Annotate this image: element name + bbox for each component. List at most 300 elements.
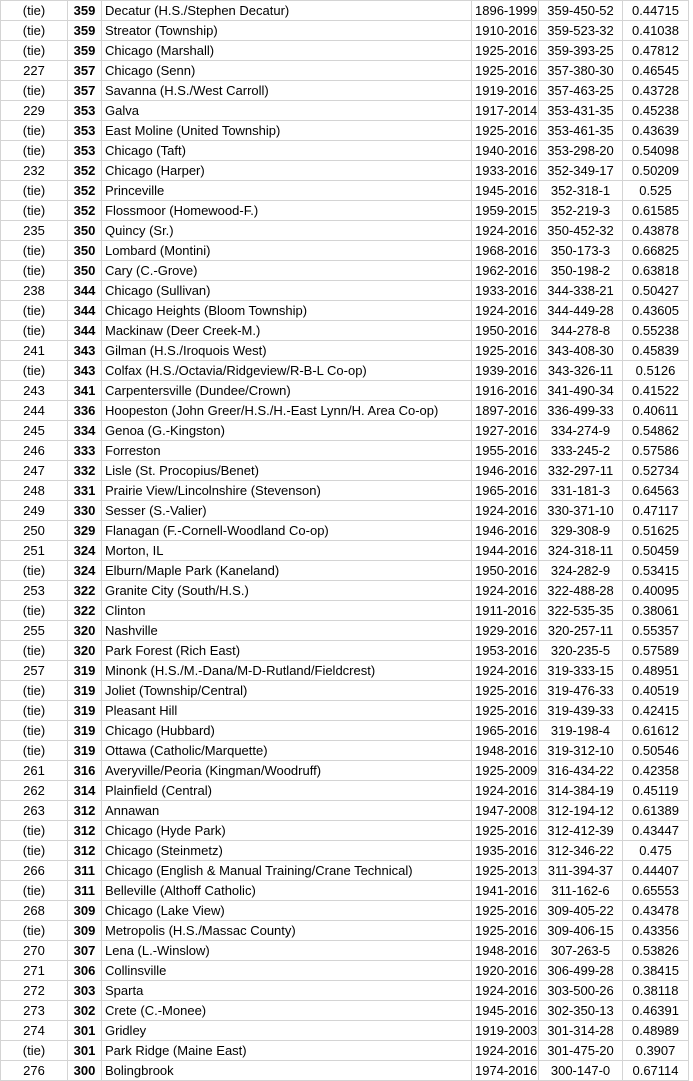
- school-cell[interactable]: Belleville (Althoff Catholic): [102, 881, 472, 901]
- school-cell[interactable]: Plainfield (Central): [102, 781, 472, 801]
- record-cell[interactable]: 300-147-0: [539, 1061, 623, 1081]
- win-pct-cell[interactable]: 0.38061: [623, 601, 689, 621]
- record-cell[interactable]: 312-412-39: [539, 821, 623, 841]
- wins-cell[interactable]: 350: [68, 241, 102, 261]
- win-pct-cell[interactable]: 0.43639: [623, 121, 689, 141]
- school-cell[interactable]: Cary (C.-Grove): [102, 261, 472, 281]
- record-cell[interactable]: 329-308-9: [539, 521, 623, 541]
- rank-cell[interactable]: (tie): [1, 201, 68, 221]
- win-pct-cell[interactable]: 0.43878: [623, 221, 689, 241]
- win-pct-cell[interactable]: 0.45238: [623, 101, 689, 121]
- record-cell[interactable]: 336-499-33: [539, 401, 623, 421]
- years-cell[interactable]: 1968-2016: [472, 241, 539, 261]
- wins-cell[interactable]: 319: [68, 701, 102, 721]
- rank-cell[interactable]: 247: [1, 461, 68, 481]
- wins-cell[interactable]: 353: [68, 121, 102, 141]
- school-cell[interactable]: Chicago (Hubbard): [102, 721, 472, 741]
- win-pct-cell[interactable]: 0.66825: [623, 241, 689, 261]
- record-cell[interactable]: 319-439-33: [539, 701, 623, 721]
- years-cell[interactable]: 1974-2016: [472, 1061, 539, 1081]
- rank-cell[interactable]: (tie): [1, 701, 68, 721]
- rank-cell[interactable]: 232: [1, 161, 68, 181]
- years-cell[interactable]: 1950-2016: [472, 561, 539, 581]
- rank-cell[interactable]: 262: [1, 781, 68, 801]
- school-cell[interactable]: Morton, IL: [102, 541, 472, 561]
- rank-cell[interactable]: (tie): [1, 301, 68, 321]
- record-cell[interactable]: 343-326-11: [539, 361, 623, 381]
- years-cell[interactable]: 1944-2016: [472, 541, 539, 561]
- win-pct-cell[interactable]: 0.40095: [623, 581, 689, 601]
- record-cell[interactable]: 352-219-3: [539, 201, 623, 221]
- wins-cell[interactable]: 311: [68, 861, 102, 881]
- school-cell[interactable]: Chicago (Lake View): [102, 901, 472, 921]
- years-cell[interactable]: 1924-2016: [472, 981, 539, 1001]
- wins-cell[interactable]: 343: [68, 361, 102, 381]
- wins-cell[interactable]: 343: [68, 341, 102, 361]
- school-cell[interactable]: Gilman (H.S./Iroquois West): [102, 341, 472, 361]
- win-pct-cell[interactable]: 0.61585: [623, 201, 689, 221]
- wins-cell[interactable]: 319: [68, 741, 102, 761]
- record-cell[interactable]: 319-198-4: [539, 721, 623, 741]
- years-cell[interactable]: 1946-2016: [472, 521, 539, 541]
- school-cell[interactable]: Park Ridge (Maine East): [102, 1041, 472, 1061]
- rank-cell[interactable]: (tie): [1, 181, 68, 201]
- school-cell[interactable]: Ottawa (Catholic/Marquette): [102, 741, 472, 761]
- rank-cell[interactable]: 271: [1, 961, 68, 981]
- rank-cell[interactable]: 270: [1, 941, 68, 961]
- wins-cell[interactable]: 311: [68, 881, 102, 901]
- win-pct-cell[interactable]: 0.3907: [623, 1041, 689, 1061]
- rank-cell[interactable]: 273: [1, 1001, 68, 1021]
- record-cell[interactable]: 334-274-9: [539, 421, 623, 441]
- rank-cell[interactable]: (tie): [1, 121, 68, 141]
- years-cell[interactable]: 1920-2016: [472, 961, 539, 981]
- record-cell[interactable]: 301-314-28: [539, 1021, 623, 1041]
- wins-cell[interactable]: 301: [68, 1021, 102, 1041]
- wins-cell[interactable]: 309: [68, 921, 102, 941]
- school-cell[interactable]: Nashville: [102, 621, 472, 641]
- school-cell[interactable]: Chicago (Senn): [102, 61, 472, 81]
- win-pct-cell[interactable]: 0.50459: [623, 541, 689, 561]
- win-pct-cell[interactable]: 0.46545: [623, 61, 689, 81]
- school-cell[interactable]: Crete (C.-Monee): [102, 1001, 472, 1021]
- win-pct-cell[interactable]: 0.53415: [623, 561, 689, 581]
- record-cell[interactable]: 357-380-30: [539, 61, 623, 81]
- rank-cell[interactable]: 257: [1, 661, 68, 681]
- rank-cell[interactable]: 235: [1, 221, 68, 241]
- record-cell[interactable]: 319-476-33: [539, 681, 623, 701]
- record-cell[interactable]: 306-499-28: [539, 961, 623, 981]
- rank-cell[interactable]: (tie): [1, 921, 68, 941]
- rank-cell[interactable]: 266: [1, 861, 68, 881]
- school-cell[interactable]: Galva: [102, 101, 472, 121]
- record-cell[interactable]: 333-245-2: [539, 441, 623, 461]
- record-cell[interactable]: 312-346-22: [539, 841, 623, 861]
- rank-cell[interactable]: (tie): [1, 21, 68, 41]
- school-cell[interactable]: East Moline (United Township): [102, 121, 472, 141]
- years-cell[interactable]: 1924-2016: [472, 221, 539, 241]
- rank-cell[interactable]: 238: [1, 281, 68, 301]
- rank-cell[interactable]: 261: [1, 761, 68, 781]
- wins-cell[interactable]: 307: [68, 941, 102, 961]
- rank-cell[interactable]: 248: [1, 481, 68, 501]
- school-cell[interactable]: Colfax (H.S./Octavia/Ridgeview/R-B-L Co-op): [102, 361, 472, 381]
- school-cell[interactable]: Averyville/Peoria (Kingman/Woodruff): [102, 761, 472, 781]
- win-pct-cell[interactable]: 0.55238: [623, 321, 689, 341]
- win-pct-cell[interactable]: 0.54862: [623, 421, 689, 441]
- win-pct-cell[interactable]: 0.43447: [623, 821, 689, 841]
- years-cell[interactable]: 1948-2016: [472, 941, 539, 961]
- wins-cell[interactable]: 312: [68, 801, 102, 821]
- win-pct-cell[interactable]: 0.43605: [623, 301, 689, 321]
- years-cell[interactable]: 1965-2016: [472, 481, 539, 501]
- years-cell[interactable]: 1925-2016: [472, 681, 539, 701]
- win-pct-cell[interactable]: 0.57589: [623, 641, 689, 661]
- rank-cell[interactable]: (tie): [1, 601, 68, 621]
- win-pct-cell[interactable]: 0.50546: [623, 741, 689, 761]
- school-cell[interactable]: Flanagan (F.-Cornell-Woodland Co-op): [102, 521, 472, 541]
- school-cell[interactable]: Park Forest (Rich East): [102, 641, 472, 661]
- rank-cell[interactable]: 276: [1, 1061, 68, 1081]
- record-cell[interactable]: 353-461-35: [539, 121, 623, 141]
- win-pct-cell[interactable]: 0.38118: [623, 981, 689, 1001]
- record-cell[interactable]: 309-405-22: [539, 901, 623, 921]
- years-cell[interactable]: 1929-2016: [472, 621, 539, 641]
- years-cell[interactable]: 1925-2016: [472, 61, 539, 81]
- school-cell[interactable]: Chicago Heights (Bloom Township): [102, 301, 472, 321]
- school-cell[interactable]: Sesser (S.-Valier): [102, 501, 472, 521]
- record-cell[interactable]: 359-393-25: [539, 41, 623, 61]
- years-cell[interactable]: 1945-2016: [472, 181, 539, 201]
- school-cell[interactable]: Chicago (Hyde Park): [102, 821, 472, 841]
- school-cell[interactable]: Streator (Township): [102, 21, 472, 41]
- win-pct-cell[interactable]: 0.41038: [623, 21, 689, 41]
- rank-cell[interactable]: (tie): [1, 1, 68, 21]
- wins-cell[interactable]: 353: [68, 141, 102, 161]
- win-pct-cell[interactable]: 0.54098: [623, 141, 689, 161]
- win-pct-cell[interactable]: 0.61612: [623, 721, 689, 741]
- record-cell[interactable]: 350-198-2: [539, 261, 623, 281]
- wins-cell[interactable]: 344: [68, 301, 102, 321]
- school-cell[interactable]: Gridley: [102, 1021, 472, 1041]
- wins-cell[interactable]: 352: [68, 161, 102, 181]
- wins-cell[interactable]: 359: [68, 21, 102, 41]
- wins-cell[interactable]: 316: [68, 761, 102, 781]
- record-cell[interactable]: 324-282-9: [539, 561, 623, 581]
- record-cell[interactable]: 314-384-19: [539, 781, 623, 801]
- wins-cell[interactable]: 353: [68, 101, 102, 121]
- rank-cell[interactable]: (tie): [1, 1041, 68, 1061]
- record-cell[interactable]: 312-194-12: [539, 801, 623, 821]
- years-cell[interactable]: 1919-2016: [472, 81, 539, 101]
- years-cell[interactable]: 1911-2016: [472, 601, 539, 621]
- wins-cell[interactable]: 332: [68, 461, 102, 481]
- wins-cell[interactable]: 334: [68, 421, 102, 441]
- wins-cell[interactable]: 350: [68, 261, 102, 281]
- wins-cell[interactable]: 336: [68, 401, 102, 421]
- wins-cell[interactable]: 300: [68, 1061, 102, 1081]
- record-cell[interactable]: 332-297-11: [539, 461, 623, 481]
- record-cell[interactable]: 330-371-10: [539, 501, 623, 521]
- win-pct-cell[interactable]: 0.43728: [623, 81, 689, 101]
- rank-cell[interactable]: (tie): [1, 241, 68, 261]
- win-pct-cell[interactable]: 0.5126: [623, 361, 689, 381]
- rank-cell[interactable]: 274: [1, 1021, 68, 1041]
- wins-cell[interactable]: 306: [68, 961, 102, 981]
- wins-cell[interactable]: 344: [68, 321, 102, 341]
- years-cell[interactable]: 1925-2016: [472, 701, 539, 721]
- years-cell[interactable]: 1919-2003: [472, 1021, 539, 1041]
- school-cell[interactable]: Carpentersville (Dundee/Crown): [102, 381, 472, 401]
- win-pct-cell[interactable]: 0.525: [623, 181, 689, 201]
- wins-cell[interactable]: 309: [68, 901, 102, 921]
- record-cell[interactable]: 316-434-22: [539, 761, 623, 781]
- record-cell[interactable]: 331-181-3: [539, 481, 623, 501]
- win-pct-cell[interactable]: 0.63818: [623, 261, 689, 281]
- wins-cell[interactable]: 320: [68, 641, 102, 661]
- win-pct-cell[interactable]: 0.40519: [623, 681, 689, 701]
- wins-cell[interactable]: 314: [68, 781, 102, 801]
- school-cell[interactable]: Chicago (Marshall): [102, 41, 472, 61]
- win-pct-cell[interactable]: 0.50209: [623, 161, 689, 181]
- win-pct-cell[interactable]: 0.44407: [623, 861, 689, 881]
- rank-cell[interactable]: (tie): [1, 741, 68, 761]
- win-pct-cell[interactable]: 0.48989: [623, 1021, 689, 1041]
- years-cell[interactable]: 1924-2016: [472, 661, 539, 681]
- record-cell[interactable]: 320-235-5: [539, 641, 623, 661]
- years-cell[interactable]: 1940-2016: [472, 141, 539, 161]
- rank-cell[interactable]: (tie): [1, 821, 68, 841]
- rank-cell[interactable]: (tie): [1, 141, 68, 161]
- years-cell[interactable]: 1925-2016: [472, 341, 539, 361]
- wins-cell[interactable]: 302: [68, 1001, 102, 1021]
- years-cell[interactable]: 1955-2016: [472, 441, 539, 461]
- years-cell[interactable]: 1916-2016: [472, 381, 539, 401]
- rank-cell[interactable]: (tie): [1, 321, 68, 341]
- years-cell[interactable]: 1925-2013: [472, 861, 539, 881]
- years-cell[interactable]: 1935-2016: [472, 841, 539, 861]
- years-cell[interactable]: 1917-2014: [472, 101, 539, 121]
- win-pct-cell[interactable]: 0.47812: [623, 41, 689, 61]
- rank-cell[interactable]: (tie): [1, 681, 68, 701]
- record-cell[interactable]: 319-312-10: [539, 741, 623, 761]
- record-cell[interactable]: 311-162-6: [539, 881, 623, 901]
- win-pct-cell[interactable]: 0.50427: [623, 281, 689, 301]
- win-pct-cell[interactable]: 0.57586: [623, 441, 689, 461]
- wins-cell[interactable]: 319: [68, 681, 102, 701]
- record-cell[interactable]: 344-338-21: [539, 281, 623, 301]
- school-cell[interactable]: Genoa (G.-Kingston): [102, 421, 472, 441]
- wins-cell[interactable]: 357: [68, 81, 102, 101]
- wins-cell[interactable]: 320: [68, 621, 102, 641]
- win-pct-cell[interactable]: 0.52734: [623, 461, 689, 481]
- rank-cell[interactable]: 243: [1, 381, 68, 401]
- school-cell[interactable]: Granite City (South/H.S.): [102, 581, 472, 601]
- wins-cell[interactable]: 312: [68, 841, 102, 861]
- rank-cell[interactable]: 250: [1, 521, 68, 541]
- years-cell[interactable]: 1925-2016: [472, 41, 539, 61]
- years-cell[interactable]: 1948-2016: [472, 741, 539, 761]
- school-cell[interactable]: Lombard (Montini): [102, 241, 472, 261]
- wins-cell[interactable]: 333: [68, 441, 102, 461]
- record-cell[interactable]: 341-490-34: [539, 381, 623, 401]
- school-cell[interactable]: Flossmoor (Homewood-F.): [102, 201, 472, 221]
- record-cell[interactable]: 322-535-35: [539, 601, 623, 621]
- years-cell[interactable]: 1933-2016: [472, 161, 539, 181]
- years-cell[interactable]: 1925-2016: [472, 901, 539, 921]
- record-cell[interactable]: 322-488-28: [539, 581, 623, 601]
- win-pct-cell[interactable]: 0.44715: [623, 1, 689, 21]
- school-cell[interactable]: Chicago (English & Manual Training/Crane Technical): [102, 861, 472, 881]
- school-cell[interactable]: Elburn/Maple Park (Kaneland): [102, 561, 472, 581]
- win-pct-cell[interactable]: 0.64563: [623, 481, 689, 501]
- rank-cell[interactable]: 251: [1, 541, 68, 561]
- win-pct-cell[interactable]: 0.41522: [623, 381, 689, 401]
- win-pct-cell[interactable]: 0.43356: [623, 921, 689, 941]
- win-pct-cell[interactable]: 0.45839: [623, 341, 689, 361]
- years-cell[interactable]: 1941-2016: [472, 881, 539, 901]
- wins-cell[interactable]: 331: [68, 481, 102, 501]
- win-pct-cell[interactable]: 0.61389: [623, 801, 689, 821]
- rank-cell[interactable]: 246: [1, 441, 68, 461]
- record-cell[interactable]: 309-406-15: [539, 921, 623, 941]
- win-pct-cell[interactable]: 0.40611: [623, 401, 689, 421]
- school-cell[interactable]: Bolingbrook: [102, 1061, 472, 1081]
- win-pct-cell[interactable]: 0.65553: [623, 881, 689, 901]
- school-cell[interactable]: Lena (L.-Winslow): [102, 941, 472, 961]
- record-cell[interactable]: 350-452-32: [539, 221, 623, 241]
- years-cell[interactable]: 1953-2016: [472, 641, 539, 661]
- years-cell[interactable]: 1897-2016: [472, 401, 539, 421]
- years-cell[interactable]: 1924-2016: [472, 301, 539, 321]
- win-pct-cell[interactable]: 0.38415: [623, 961, 689, 981]
- years-cell[interactable]: 1933-2016: [472, 281, 539, 301]
- rank-cell[interactable]: (tie): [1, 561, 68, 581]
- record-cell[interactable]: 359-523-32: [539, 21, 623, 41]
- record-cell[interactable]: 359-450-52: [539, 1, 623, 21]
- wins-cell[interactable]: 357: [68, 61, 102, 81]
- record-cell[interactable]: 302-350-13: [539, 1001, 623, 1021]
- record-cell[interactable]: 343-408-30: [539, 341, 623, 361]
- wins-cell[interactable]: 322: [68, 601, 102, 621]
- school-cell[interactable]: Chicago (Sullivan): [102, 281, 472, 301]
- years-cell[interactable]: 1925-2016: [472, 921, 539, 941]
- years-cell[interactable]: 1925-2016: [472, 121, 539, 141]
- win-pct-cell[interactable]: 0.42358: [623, 761, 689, 781]
- years-cell[interactable]: 1925-2009: [472, 761, 539, 781]
- school-cell[interactable]: Quincy (Sr.): [102, 221, 472, 241]
- school-cell[interactable]: Joliet (Township/Central): [102, 681, 472, 701]
- years-cell[interactable]: 1945-2016: [472, 1001, 539, 1021]
- wins-cell[interactable]: 312: [68, 821, 102, 841]
- school-cell[interactable]: Pleasant Hill: [102, 701, 472, 721]
- wins-cell[interactable]: 301: [68, 1041, 102, 1061]
- record-cell[interactable]: 353-431-35: [539, 101, 623, 121]
- school-cell[interactable]: Prairie View/Lincolnshire (Stevenson): [102, 481, 472, 501]
- win-pct-cell[interactable]: 0.475: [623, 841, 689, 861]
- rank-cell[interactable]: 244: [1, 401, 68, 421]
- record-cell[interactable]: 357-463-25: [539, 81, 623, 101]
- years-cell[interactable]: 1896-1999: [472, 1, 539, 21]
- wins-cell[interactable]: 322: [68, 581, 102, 601]
- years-cell[interactable]: 1947-2008: [472, 801, 539, 821]
- rank-cell[interactable]: (tie): [1, 721, 68, 741]
- win-pct-cell[interactable]: 0.48951: [623, 661, 689, 681]
- record-cell[interactable]: 320-257-11: [539, 621, 623, 641]
- win-pct-cell[interactable]: 0.53826: [623, 941, 689, 961]
- rank-cell[interactable]: (tie): [1, 641, 68, 661]
- wins-cell[interactable]: 344: [68, 281, 102, 301]
- rank-cell[interactable]: 253: [1, 581, 68, 601]
- wins-cell[interactable]: 352: [68, 201, 102, 221]
- years-cell[interactable]: 1924-2016: [472, 781, 539, 801]
- rank-cell[interactable]: 229: [1, 101, 68, 121]
- record-cell[interactable]: 350-173-3: [539, 241, 623, 261]
- school-cell[interactable]: Minonk (H.S./M.-Dana/M-D-Rutland/Fieldcrest): [102, 661, 472, 681]
- years-cell[interactable]: 1924-2016: [472, 581, 539, 601]
- rank-cell[interactable]: 255: [1, 621, 68, 641]
- record-cell[interactable]: 352-318-1: [539, 181, 623, 201]
- record-cell[interactable]: 352-349-17: [539, 161, 623, 181]
- school-cell[interactable]: Chicago (Steinmetz): [102, 841, 472, 861]
- years-cell[interactable]: 1910-2016: [472, 21, 539, 41]
- years-cell[interactable]: 1946-2016: [472, 461, 539, 481]
- rank-cell[interactable]: (tie): [1, 841, 68, 861]
- school-cell[interactable]: Mackinaw (Deer Creek-M.): [102, 321, 472, 341]
- school-cell[interactable]: Annawan: [102, 801, 472, 821]
- rank-cell[interactable]: 241: [1, 341, 68, 361]
- wins-cell[interactable]: 359: [68, 1, 102, 21]
- record-cell[interactable]: 344-278-8: [539, 321, 623, 341]
- wins-cell[interactable]: 319: [68, 661, 102, 681]
- wins-cell[interactable]: 330: [68, 501, 102, 521]
- wins-cell[interactable]: 359: [68, 41, 102, 61]
- wins-cell[interactable]: 324: [68, 561, 102, 581]
- record-cell[interactable]: 319-333-15: [539, 661, 623, 681]
- win-pct-cell[interactable]: 0.42415: [623, 701, 689, 721]
- school-cell[interactable]: Princeville: [102, 181, 472, 201]
- wins-cell[interactable]: 352: [68, 181, 102, 201]
- rank-cell[interactable]: (tie): [1, 81, 68, 101]
- record-cell[interactable]: 301-475-20: [539, 1041, 623, 1061]
- school-cell[interactable]: Metropolis (H.S./Massac County): [102, 921, 472, 941]
- years-cell[interactable]: 1925-2016: [472, 821, 539, 841]
- years-cell[interactable]: 1924-2016: [472, 1041, 539, 1061]
- years-cell[interactable]: 1962-2016: [472, 261, 539, 281]
- wins-cell[interactable]: 324: [68, 541, 102, 561]
- rank-cell[interactable]: 249: [1, 501, 68, 521]
- school-cell[interactable]: Hoopeston (John Greer/H.S./H.-East Lynn/H. Area Co-op): [102, 401, 472, 421]
- school-cell[interactable]: Collinsville: [102, 961, 472, 981]
- years-cell[interactable]: 1965-2016: [472, 721, 539, 741]
- school-cell[interactable]: Lisle (St. Procopius/Benet): [102, 461, 472, 481]
- win-pct-cell[interactable]: 0.67114: [623, 1061, 689, 1081]
- record-cell[interactable]: 311-394-37: [539, 861, 623, 881]
- school-cell[interactable]: Chicago (Harper): [102, 161, 472, 181]
- wins-cell[interactable]: 319: [68, 721, 102, 741]
- years-cell[interactable]: 1959-2015: [472, 201, 539, 221]
- years-cell[interactable]: 1950-2016: [472, 321, 539, 341]
- rank-cell[interactable]: 263: [1, 801, 68, 821]
- school-cell[interactable]: Forreston: [102, 441, 472, 461]
- school-cell[interactable]: Clinton: [102, 601, 472, 621]
- record-cell[interactable]: 307-263-5: [539, 941, 623, 961]
- school-cell[interactable]: Decatur (H.S./Stephen Decatur): [102, 1, 472, 21]
- win-pct-cell[interactable]: 0.43478: [623, 901, 689, 921]
- wins-cell[interactable]: 350: [68, 221, 102, 241]
- rank-cell[interactable]: (tie): [1, 261, 68, 281]
- rank-cell[interactable]: (tie): [1, 41, 68, 61]
